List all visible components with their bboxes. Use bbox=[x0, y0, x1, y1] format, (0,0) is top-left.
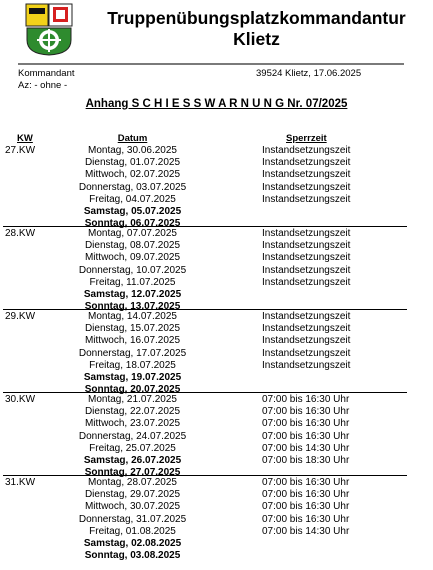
date-cell: Dienstag, 01.07.2025 bbox=[84, 157, 181, 169]
date-cell: Sonntag, 27.07.2025 bbox=[84, 467, 181, 479]
restriction-time-cell: Instandsetzungszeit bbox=[262, 228, 351, 239]
date-cell: Montag, 21.07.2025 bbox=[88, 394, 177, 405]
restriction-time-cell: 07:00 bis 16:30 Uhr bbox=[262, 430, 350, 442]
date-cell: Sonntag, 13.07.2025 bbox=[84, 301, 181, 313]
table-row bbox=[0, 194, 433, 206]
table-row bbox=[0, 240, 433, 252]
table-row bbox=[0, 514, 433, 526]
restriction-time-cell: Instandsetzungszeit bbox=[262, 240, 351, 252]
table-row bbox=[0, 145, 433, 157]
table-row bbox=[0, 228, 433, 240]
week-divider bbox=[3, 226, 407, 227]
date-cell: Dienstag, 15.07.2025 bbox=[84, 323, 181, 335]
table-row bbox=[0, 394, 433, 406]
date-cell: Montag, 07.07.2025 bbox=[88, 228, 177, 239]
date-cell: Donnerstag, 24.07.2025 bbox=[78, 430, 187, 442]
calendar-week-label: 27.KW bbox=[5, 145, 36, 156]
date-cell: Donnerstag, 03.07.2025 bbox=[78, 181, 187, 193]
restriction-time-cell: Instandsetzungszeit bbox=[262, 169, 351, 181]
table-row bbox=[0, 406, 433, 418]
table-row bbox=[0, 360, 433, 372]
date-cell: Donnerstag, 10.07.2025 bbox=[78, 264, 187, 276]
restriction-time-cell: 07:00 bis 16:30 Uhr bbox=[262, 477, 350, 488]
restriction-time-cell: 07:00 bis 16:30 Uhr bbox=[262, 489, 350, 501]
week-divider bbox=[3, 475, 407, 476]
table-row bbox=[0, 157, 433, 169]
column-header-sperrzeit: Sperrzeit bbox=[286, 133, 327, 144]
calendar-week-label: 30.KW bbox=[5, 394, 36, 405]
table-row bbox=[0, 550, 433, 562]
date-cell: Freitag, 25.07.2025 bbox=[89, 442, 176, 454]
date-cell: Sonntag, 03.08.2025 bbox=[84, 550, 181, 562]
table-row bbox=[0, 182, 433, 194]
table-row bbox=[0, 206, 433, 218]
restriction-time-cell: Instandsetzungszeit bbox=[262, 252, 351, 264]
date-cell: Samstag, 12.07.2025 bbox=[83, 289, 182, 300]
week-divider bbox=[3, 309, 407, 310]
document-heading: Anhang S C H I E S S W A R N U N G Nr. 07/2025 bbox=[85, 98, 348, 110]
table-row bbox=[0, 372, 433, 384]
table-row bbox=[0, 538, 433, 550]
restriction-time-cell: Instandsetzungszeit bbox=[262, 157, 351, 169]
table-row bbox=[0, 526, 433, 538]
coat-of-arms-logo bbox=[23, 0, 75, 56]
date-cell: Freitag, 11.07.2025 bbox=[89, 276, 176, 288]
restriction-time-cell: Instandsetzungszeit bbox=[262, 276, 351, 288]
restriction-time-cell: 07:00 bis 16:30 Uhr bbox=[262, 501, 350, 513]
calendar-week-label: 28.KW bbox=[5, 228, 36, 239]
date-cell: Sonntag, 20.07.2025 bbox=[84, 384, 181, 396]
restriction-time-cell: 07:00 bis 14:30 Uhr bbox=[262, 442, 350, 454]
date-cell: Montag, 14.07.2025 bbox=[88, 311, 177, 322]
date-cell: Freitag, 01.08.2025 bbox=[89, 525, 176, 537]
table-row bbox=[0, 443, 433, 455]
restriction-time-cell: 07:00 bis 16:30 Uhr bbox=[262, 418, 350, 430]
date-cell: Mittwoch, 30.07.2025 bbox=[84, 501, 181, 513]
place-date: 39524 Klietz, 17.06.2025 bbox=[256, 68, 362, 79]
table-row bbox=[0, 252, 433, 264]
organization-location: Klietz bbox=[233, 29, 280, 49]
table-row bbox=[0, 501, 433, 513]
date-cell: Sonntag, 06.07.2025 bbox=[84, 218, 181, 230]
date-cell: Samstag, 26.07.2025 bbox=[83, 455, 182, 466]
header-divider bbox=[18, 63, 404, 65]
restriction-time-cell: 07:00 bis 14:30 Uhr bbox=[262, 525, 350, 537]
week-divider bbox=[3, 392, 407, 393]
table-row bbox=[0, 289, 433, 301]
date-cell: Donnerstag, 17.07.2025 bbox=[78, 347, 187, 359]
date-cell: Dienstag, 08.07.2025 bbox=[84, 240, 181, 252]
table-row bbox=[0, 455, 433, 467]
table-row bbox=[0, 169, 433, 181]
table-row bbox=[0, 348, 433, 360]
date-cell: Samstag, 19.07.2025 bbox=[83, 372, 182, 383]
restriction-time-cell: Instandsetzungszeit bbox=[262, 323, 351, 335]
calendar-week-label: 31.KW bbox=[5, 477, 36, 488]
restriction-time-cell: 07:00 bis 16:30 Uhr bbox=[262, 513, 350, 525]
restriction-time-cell: Instandsetzungszeit bbox=[262, 347, 351, 359]
table-row bbox=[0, 277, 433, 289]
date-cell: Samstag, 05.07.2025 bbox=[83, 206, 182, 217]
column-header-kw: KW bbox=[17, 133, 33, 144]
date-cell: Samstag, 02.08.2025 bbox=[83, 538, 182, 549]
date-cell: Montag, 30.06.2025 bbox=[88, 145, 177, 156]
restriction-time-cell: Instandsetzungszeit bbox=[262, 335, 351, 347]
table-row bbox=[0, 418, 433, 430]
date-cell: Mittwoch, 02.07.2025 bbox=[84, 169, 181, 181]
restriction-time-cell: Instandsetzungszeit bbox=[262, 193, 351, 205]
table-row bbox=[0, 489, 433, 501]
restriction-time-cell: Instandsetzungszeit bbox=[262, 359, 351, 371]
restriction-time-cell: Instandsetzungszeit bbox=[262, 181, 351, 193]
table-row bbox=[0, 311, 433, 323]
restriction-time-cell: Instandsetzungszeit bbox=[262, 145, 351, 156]
date-cell: Donnerstag, 31.07.2025 bbox=[78, 513, 187, 525]
column-header-datum: Datum bbox=[117, 133, 148, 144]
date-cell: Freitag, 04.07.2025 bbox=[89, 193, 176, 205]
table-row bbox=[0, 265, 433, 277]
date-cell: Dienstag, 29.07.2025 bbox=[84, 489, 181, 501]
date-cell: Mittwoch, 09.07.2025 bbox=[84, 252, 181, 264]
restriction-time-cell: Instandsetzungszeit bbox=[262, 264, 351, 276]
table-row bbox=[0, 323, 433, 335]
table-row bbox=[0, 335, 433, 347]
date-cell: Mittwoch, 23.07.2025 bbox=[84, 418, 181, 430]
sender-label: Kommandant bbox=[18, 68, 75, 79]
date-cell: Freitag, 18.07.2025 bbox=[89, 359, 176, 371]
date-cell: Mittwoch, 16.07.2025 bbox=[84, 335, 181, 347]
organization-title: Truppenübungsplatzkommandantur bbox=[107, 8, 406, 28]
restriction-time-cell: 07:00 bis 18:30 Uhr bbox=[262, 455, 350, 466]
table-row bbox=[0, 477, 433, 489]
restriction-time-cell: Instandsetzungszeit bbox=[262, 311, 351, 322]
reference-label: Az: - ohne - bbox=[18, 80, 68, 91]
table-row bbox=[0, 431, 433, 443]
restriction-time-cell: 07:00 bis 16:30 Uhr bbox=[262, 406, 350, 418]
date-cell: Dienstag, 22.07.2025 bbox=[84, 406, 181, 418]
date-cell: Montag, 28.07.2025 bbox=[88, 477, 177, 488]
restriction-time-cell: 07:00 bis 16:30 Uhr bbox=[262, 394, 350, 405]
calendar-week-label: 29.KW bbox=[5, 311, 36, 322]
